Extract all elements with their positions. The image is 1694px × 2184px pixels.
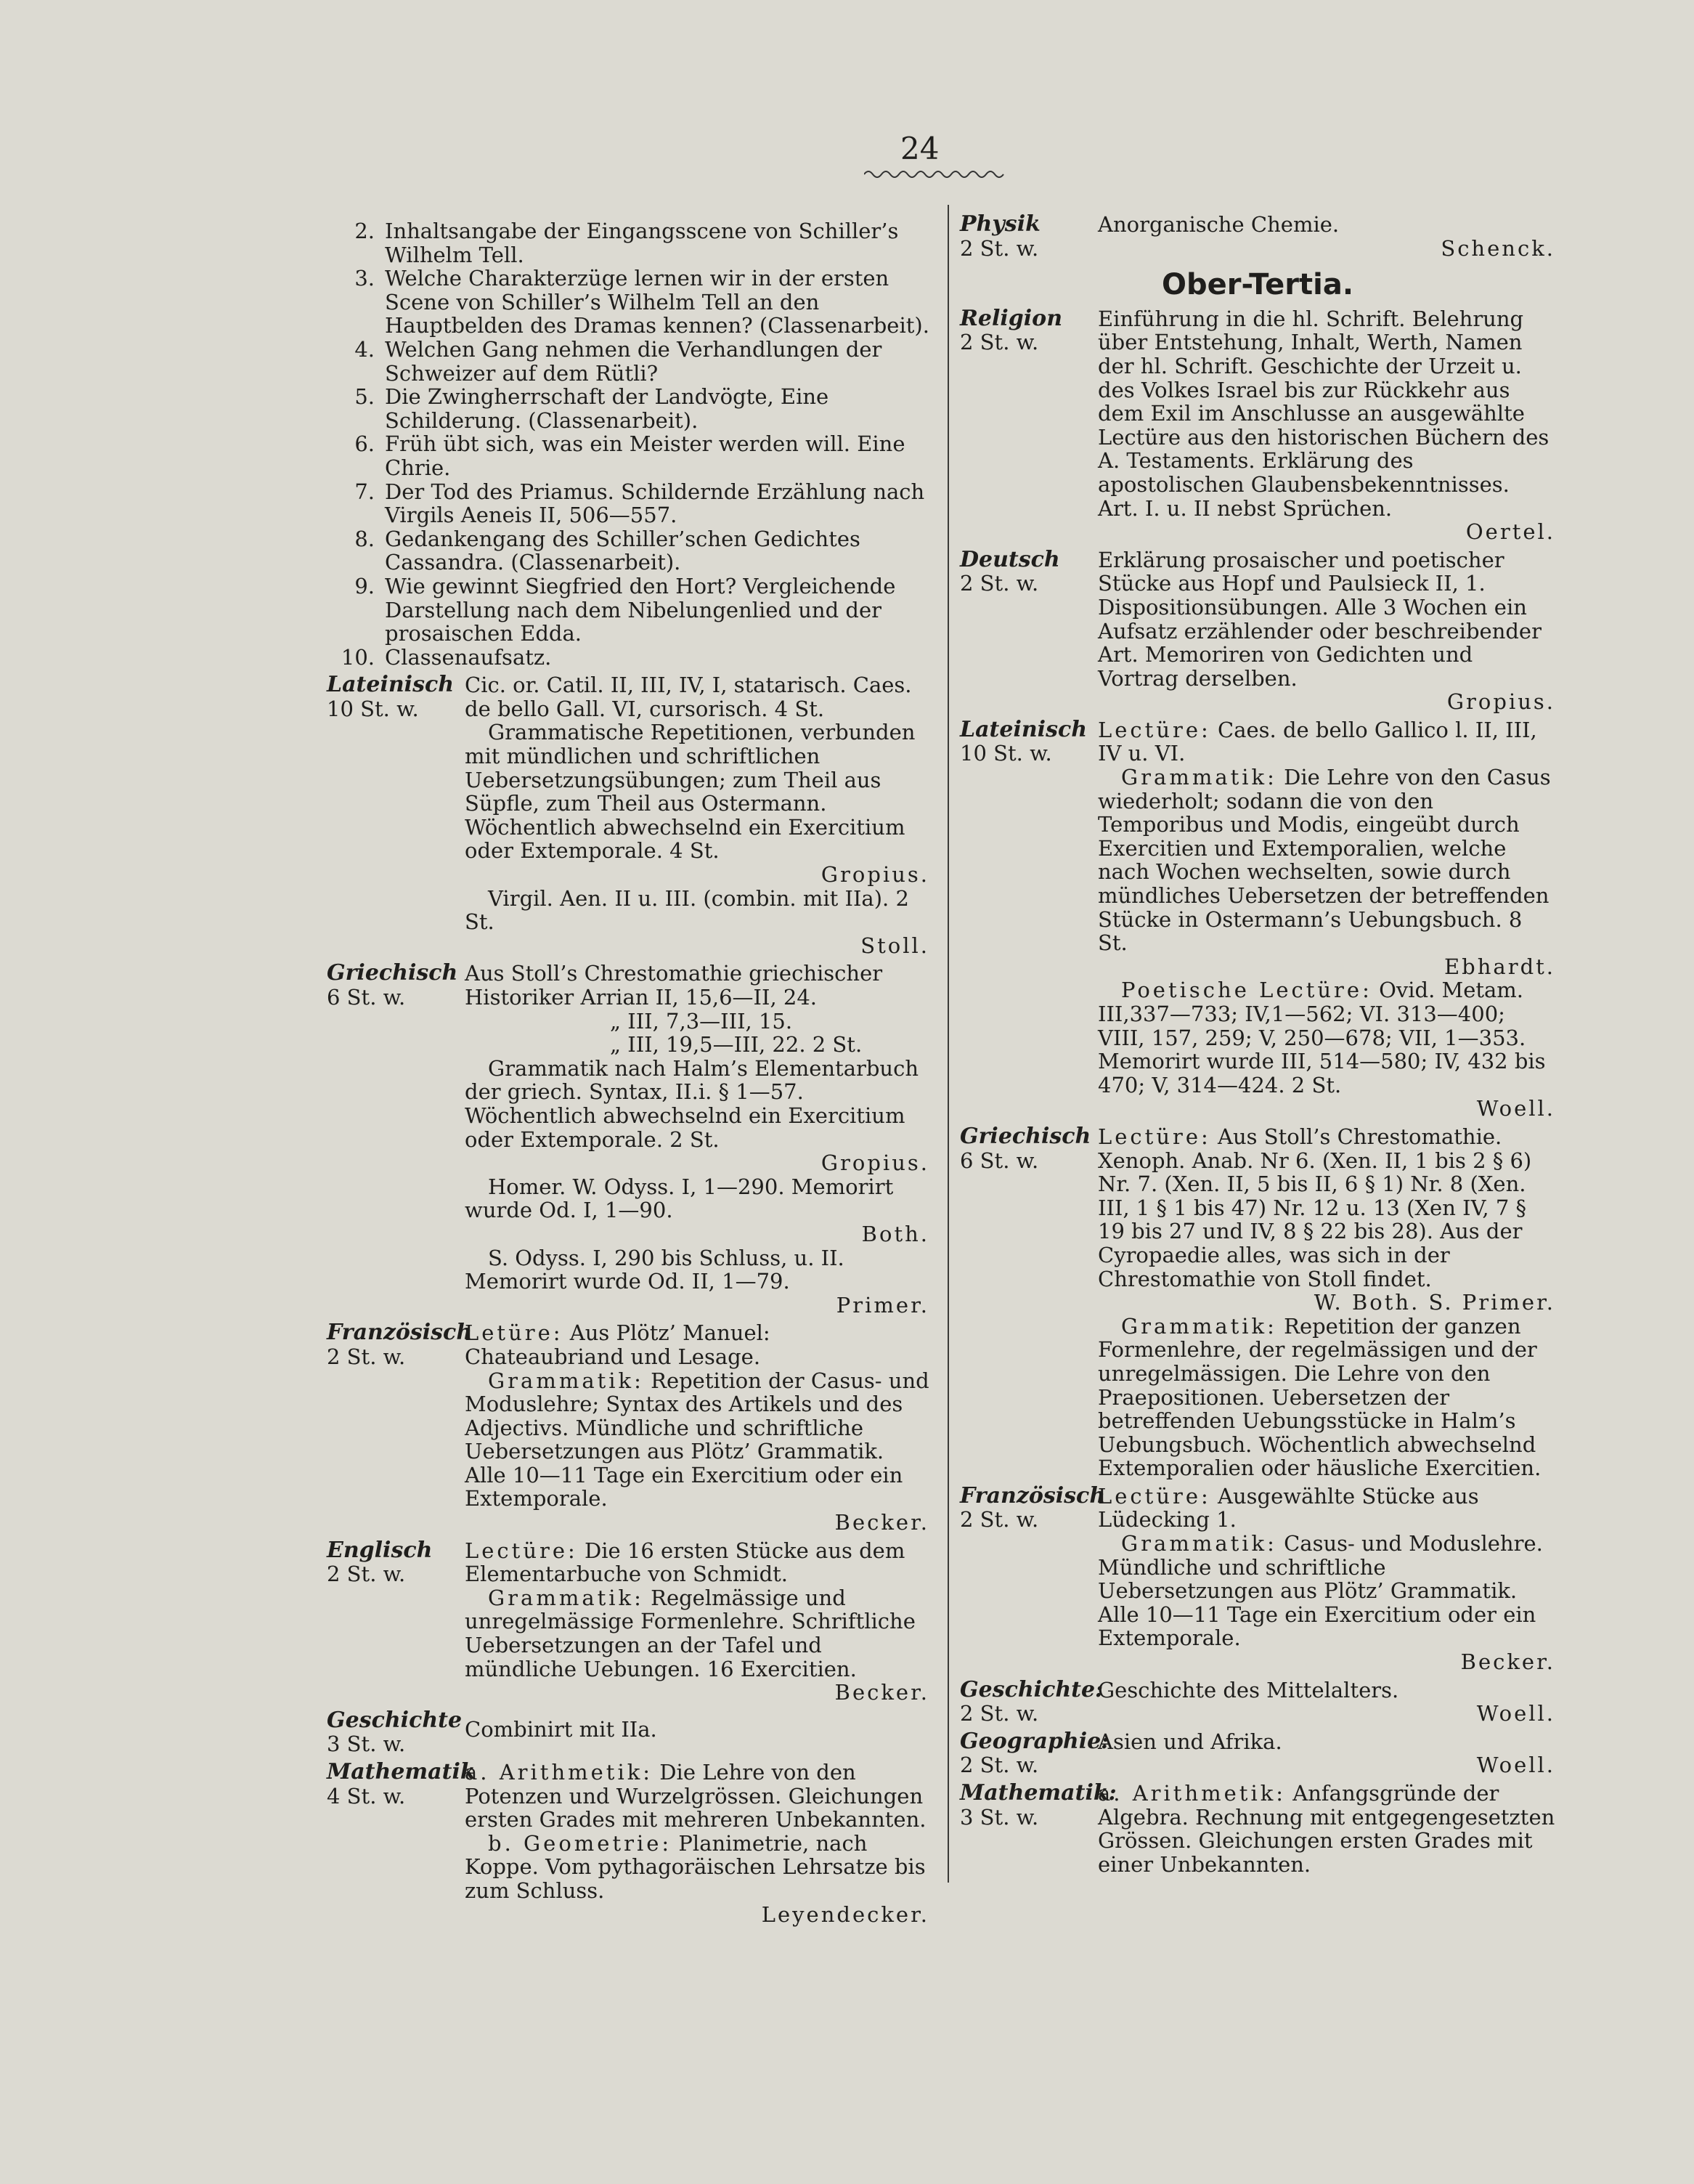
subject-history: Geschichte: 2 St. w. Geschichte des Mittelalters. Woell. [960,1676,1555,1726]
list-item: 7. Der Tod des Priamus. Schildernde Erzählung nach Virgils Aeneis II, 506—557. [354,479,925,528]
subject-hours: 4 St. w. [327,1783,406,1809]
subject-hours: 3 St. w. [327,1732,406,1757]
subject-name: Lateinisch [960,716,1088,742]
subject-french: Französisch 2 St. w. Letüre: Aus Plötz’ Manuel: Chateaubriand und Lesage. Grammatik: Repetition der Casus- und Moduslehre; Syntax des Artikels und des Adjectivs. Mündliche und schriftliche Uebersetzungen aus Plötz’ Grammatik. Alle 10—11 Tage ein Exercitium oder ein Extemporale. Becker. [327,1320,929,1535]
essay-list [327,219,929,669]
subject-name: Mathematik [327,1759,476,1785]
subject-name: Deutsch [960,546,1060,572]
subject-hours: 3 St. w. [960,1804,1039,1830]
subject-name: Griechisch [960,1123,1091,1149]
subject-hours: 10 St. w. [327,696,419,721]
subject-name: Griechisch [327,960,458,986]
subject-physics: Physik 2 St. w. Anorganische Chemie. Schenck. [960,211,1555,261]
subject-french: Französisch 2 St. w. Lectüre: Ausgewählte Stücke aus Lüdecking 1. Grammatik: Casus- und Moduslehre. Mündliche und schriftliche Uebersetzungen aus Plötz’ Grammatik. Alle 10—11 Tage ein Exercitium oder ein Extemporale. Becker. [960,1482,1555,1675]
left-column [327,219,929,1926]
right-column [960,208,1555,1876]
page-number: 24 [900,131,940,166]
subject-greek: Griechisch 6 St. w. Aus Stoll’s Chrestomathie griechischer Historiker Arrian II, 15,6—II, 24. „ III, 7,3—III, 15. „ III, 19,5—III, 22. 2 St. Grammatik nach Halm’s Elementarbuch der griech. Syntax, II.i. § 1—57. Wöchentlich abwechselnd ein Exercitium oder Extemporale. 2 St. Gropius. Homer. W. Odyss. I, 1—290. Memorirt wurde Od. I, 1—90. Both. S. Odyss. I, 290 bis Schluss, u. II. Memorirt wurde Od. II, 1—79. Primer. [327,960,929,1318]
subject-religion: Religion 2 St. w. Einführung in die hl. Schrift. Belehrung über Entstehung, Inhalt, Werth, Namen der hl. Schrift. Geschichte der Urzeit u. des Volkes Israel bis zur Rückkehr aus dem Exil im Anschlusse an ausgewählte Lectüre aus den historischen Büchern des A. Testaments. Erklärung des apostolischen Glaubensbekenntnisses. Art. I. u. II nebst Sprüchen. Oertel. [960,305,1555,545]
subject-name: Geschichte [327,1707,463,1733]
list-item: 3. Welche Charakterzüge lernen wir in der ersten Scene von Schiller’s Wilhelm Tell an den Hauptbelden des Dramas kennen? (Classenarbeit). [354,266,929,338]
list-item: 9. Wie gewinnt Siegfried den Hort? Vergleichende Darstellung nach dem Nibelungenlied und der prosaischen Edda. [354,573,896,646]
list-item: 8. Gedankengang des Schiller’schen Gedichtes Cassandra. (Classenarbeit). [354,526,860,575]
subject-name: Mathematik: [960,1780,1117,1806]
list-item: 4. Welchen Gang nehmen die Verhandlungen der Schweizer auf dem Rütli? [354,336,882,386]
subject-hours: 6 St. w. [960,1148,1039,1173]
list-item: 10. Classenaufsatz. [341,644,552,670]
subject-latin: Lateinisch 10 St. w. Lectüre: Caes. de bello Gallico l. II, III, IV u. VI. Grammatik: Die Lehre von den Casus wiederholt; sodann die von den Temporibus und Modis, eingeübt durch Exercitien und Extemporalien, welche nach Wochen wechselten, sowie durch mündliches Uebersetzen der betreffenden Stücke in Ostermann’s Uebungsbuch. 8 St. Ebhardt. Poetische Lectüre: Ovid. Metam. III,337—733; IV,1—562; VI. 313—400; VIII, 157, 259; V, 250—678; VII, 1—353. Memorirt wurde III, 514—580; IV, 432 bis 470; V, 314—424. 2 St. Woell. [960,716,1555,1121]
subject-math: Mathematik: 3 St. w. a. Arithmetik: Anfangsgründe der Algebra. Rechnung mit entgegengesetzten Grössen. Gleichungen ersten Grades mit einer Unbekannten. [960,1780,1555,1877]
subject-geography: Geographie: 2 St. w. Asien und Afrika. Woell. [960,1728,1555,1778]
subject-history: Geschichte 3 St. w. Combinirt mit IIa. [327,1707,657,1757]
subject-hours: 2 St. w. [960,1507,1039,1533]
subject-hours: 2 St. w. [960,1701,1039,1726]
subject-greek: Griechisch 6 St. w. Lectüre: Aus Stoll’s Chrestomathie. Xenoph. Anab. Nr 6. (Xen. II, 1 bis 2 § 6) Nr. 7. (Xen. II, 5 bis II, 6 § 1) Nr. 8 (Xen. III, 1 § 1 bis 47) Nr. 12 u. 13 (Xen IV, 7 § 19 bis 27 und IV, 8 § 22 bis 28). Aus der Cyropaedie alles, was sich in der Chrestomathie von Stoll findet. W. Both. S. Primer. Grammatik: Repetition der ganzen Formenlehre, der regelmässigen und der unregelmässigen. Die Lehre von den Praepositionen. Uebersetzen der betreffenden Uebungsstücke in Halm’s Uebungsbuch. Wöchentlich abwechselnd Extemporalien oder häusliche Exercitien. [960,1123,1555,1481]
subject-hours: 2 St. w. [327,1344,406,1369]
subject-german: Deutsch 2 St. w. Erklärung prosaischer und poetischer Stücke aus Hopf und Paulsieck II, 1. Dispositionsübungen. Alle 3 Wochen ein Aufsatz erzählender oder beschreibender Art. Memoriren von Gedichten und Vortrag derselben. Gropius. [960,546,1555,715]
subject-math: Mathematik 4 St. w. a. Arithmetik: Die Lehre von den Potenzen und Wurzelgrössen. Gleichungen ersten Grades mit mehreren Unbekannten. b. Geometrie: Planimetrie, nach Koppe. Vom pythagoräischen Lehrsatze bis zum Schluss. Leyendecker. [327,1759,929,1927]
subject-name: Französisch [327,1320,473,1346]
subject-hours: 2 St. w. [960,330,1039,355]
subject-hours: 2 St. w. [960,571,1039,596]
section-title: Ober-Tertia. [1161,268,1354,302]
subject-latin: Lateinisch 10 St. w. Cic. or. Catil. II, III, IV, I, statarisch. Caes. de bello Gall. VI, cursorisch. 4 St. Grammatische Repetitionen, verbunden mit mündlichen und schriftlichen Uebersetzungsübungen; zum Theil aus Süpfle, zum Theil aus Ostermann. Wöchentlich abwechselnd ein Exercitium oder Extemporale. 4 St. Gropius. Virgil. Aen. II u. III. (combin. mit IIa). 2 St. Stoll. [327,672,929,958]
subject-hours: 2 St. w. [960,235,1039,261]
column-divider [948,205,949,1883]
subject-name: Religion [960,305,1063,331]
list-item: 6. Früh übt sich, was ein Meister werden will. Eine Chrie. [354,431,905,480]
subject-name: Englisch [327,1537,433,1563]
subject-name: Lateinisch [327,672,455,698]
subject-hours: 6 St. w. [327,985,406,1010]
subject-name: Geschichte: [960,1676,1104,1702]
subject-hours: 2 St. w. [960,1753,1039,1778]
subject-hours: 10 St. w. [960,741,1052,766]
decorative-squiggle [864,169,1009,180]
list-item: 5. Die Zwingherrschaft der Landvögte, Eine Schilderung. (Classenarbeit). [354,384,829,433]
subject-name: Französisch [960,1482,1106,1509]
subject-name: Geographie: [960,1728,1109,1754]
list-item: 2. Inhaltsangabe der Eingangsscene von Schiller’s Wilhelm Tell. [354,219,899,267]
subject-name: Physik [960,211,1041,237]
subject-english: Englisch 2 St. w. Lectüre: Die 16 ersten Stücke aus dem Elementarbuche von Schmidt. Grammatik: Regelmässige und unregelmässige Formenlehre. Schriftliche Uebersetzungen an der Tafel und mündliche Uebungen. 16 Exercitien. Becker. [327,1537,929,1705]
subject-hours: 2 St. w. [327,1562,406,1587]
